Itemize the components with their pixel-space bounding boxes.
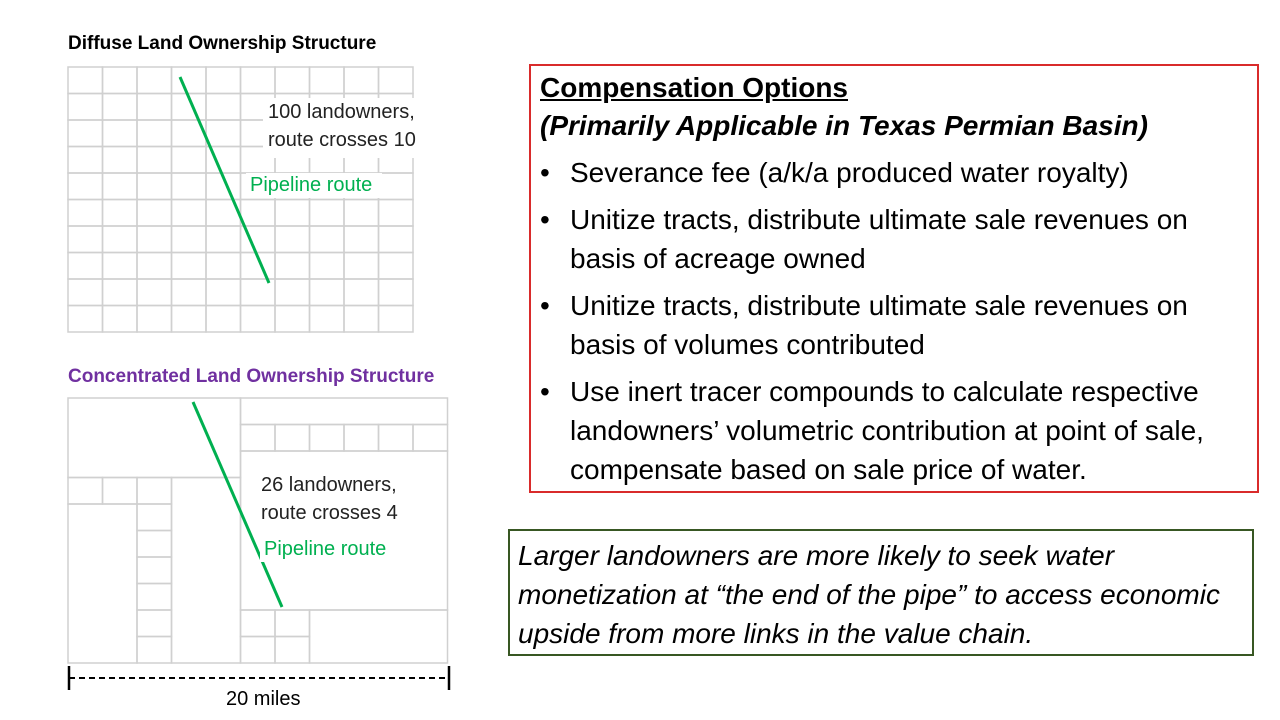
land-parcel [241, 610, 276, 637]
land-parcel [344, 226, 379, 253]
land-parcel [103, 226, 138, 253]
land-parcel [275, 610, 310, 637]
bullet-icon: • [540, 376, 550, 407]
land-parcel [137, 504, 172, 531]
diffuse-map-title: Diffuse Land Ownership Structure [68, 33, 377, 54]
land-parcel [344, 425, 379, 452]
land-parcel [103, 173, 138, 200]
compensation-title: Compensation Options [540, 72, 848, 103]
land-parcel [275, 425, 310, 452]
compensation-item-text: Unitize tracts, distribute ultimate sale revenues on basis of volumes contributed [570, 290, 1188, 360]
land-parcel [68, 253, 103, 280]
land-parcel [206, 94, 241, 121]
diffuse-landowners-count: 100 landowners, [268, 101, 415, 123]
land-parcel [137, 279, 172, 306]
land-parcel [103, 120, 138, 147]
scale-bar [69, 666, 449, 690]
land-parcel [103, 200, 138, 227]
diffuse-route-label: Pipeline route [246, 173, 382, 198]
bullet-icon: • [540, 290, 550, 321]
land-parcel [172, 147, 207, 174]
land-parcel [241, 398, 448, 425]
land-parcel [68, 67, 103, 94]
land-parcel [206, 67, 241, 94]
concentrated-landowners-count: 26 landowners, [261, 474, 397, 496]
land-parcel [172, 200, 207, 227]
bullet-icon: • [540, 157, 550, 188]
land-parcel [137, 226, 172, 253]
land-parcel [344, 200, 379, 227]
land-parcel [344, 253, 379, 280]
land-parcel [68, 504, 137, 663]
land-parcel [206, 120, 241, 147]
land-parcel [310, 610, 448, 663]
land-parcel [275, 637, 310, 664]
land-parcel [344, 279, 379, 306]
diffuse-route-crossings: route crosses 10 [268, 129, 416, 151]
land-parcel [103, 147, 138, 174]
land-parcel [137, 67, 172, 94]
land-parcel [379, 253, 414, 280]
land-parcel [172, 478, 241, 664]
land-parcel [137, 637, 172, 664]
compensation-item [540, 153, 1252, 192]
land-parcel [379, 425, 414, 452]
land-parcel [68, 200, 103, 227]
land-parcel [275, 226, 310, 253]
concentrated-route-crossings: route crosses 4 [261, 502, 398, 524]
land-parcel [310, 425, 345, 452]
land-parcel [275, 253, 310, 280]
land-parcel [310, 253, 345, 280]
land-parcel [103, 67, 138, 94]
diffuse-landowners-label [263, 98, 422, 158]
land-parcel [275, 279, 310, 306]
land-parcel [206, 253, 241, 280]
land-parcel [137, 557, 172, 584]
land-parcel [137, 200, 172, 227]
land-parcel [172, 226, 207, 253]
land-parcel [310, 306, 345, 333]
land-parcel [241, 200, 276, 227]
land-parcel [68, 173, 103, 200]
land-parcel [310, 226, 345, 253]
land-parcel [275, 306, 310, 333]
land-parcel [275, 67, 310, 94]
land-parcel [344, 67, 379, 94]
land-parcel [241, 637, 276, 664]
land-parcel [379, 200, 414, 227]
land-parcel [137, 610, 172, 637]
land-parcel [413, 425, 448, 452]
land-parcel [206, 226, 241, 253]
land-parcel [68, 94, 103, 121]
concentrated-map-title: Concentrated Land Ownership Structure [68, 366, 435, 387]
scale-label: 20 miles [226, 688, 301, 710]
land-parcel [310, 200, 345, 227]
land-parcel [68, 147, 103, 174]
compensation-item [540, 372, 1252, 489]
land-parcel [379, 226, 414, 253]
land-parcel [137, 253, 172, 280]
compensation-list [540, 153, 1252, 497]
land-parcel [379, 279, 414, 306]
land-parcel [68, 120, 103, 147]
land-parcel [172, 253, 207, 280]
land-parcel [137, 584, 172, 611]
land-parcel [137, 478, 172, 505]
land-parcel [68, 306, 103, 333]
land-parcel [241, 425, 276, 452]
land-parcel [172, 67, 207, 94]
compensation-item-text: Unitize tracts, distribute ultimate sale revenues on basis of acreage owned [570, 204, 1188, 274]
land-parcel [344, 306, 379, 333]
land-parcel [241, 67, 276, 94]
land-parcel [172, 279, 207, 306]
land-parcel [137, 306, 172, 333]
land-parcel [206, 279, 241, 306]
land-parcel [137, 173, 172, 200]
note-text: Larger landowners are more likely to seek water monetization at “the end of the pipe” to access economic upside from more links in the value chain. [518, 540, 1220, 649]
land-parcel [206, 306, 241, 333]
land-parcel [310, 279, 345, 306]
land-parcel [68, 279, 103, 306]
land-parcel [103, 94, 138, 121]
land-parcel [103, 253, 138, 280]
land-parcel [172, 173, 207, 200]
compensation-item [540, 200, 1252, 278]
land-parcel [103, 279, 138, 306]
bullet-icon: • [540, 204, 550, 235]
land-parcel [103, 478, 138, 505]
land-parcel [379, 173, 414, 200]
compensation-item [540, 286, 1252, 364]
land-parcel [241, 279, 276, 306]
compensation-item-text: Use inert tracer compounds to calculate respective landowners’ volumetric contribution at point of sale, compensate based on sale price of water. [570, 376, 1204, 485]
land-parcel [275, 200, 310, 227]
land-parcel [68, 478, 103, 505]
land-parcel [310, 67, 345, 94]
land-parcel [172, 306, 207, 333]
land-parcel [103, 306, 138, 333]
concentrated-route-label: Pipeline route [260, 537, 390, 562]
concentrated-landowners-label [256, 471, 404, 531]
compensation-item-text: Severance fee (a/k/a produced water royalty) [570, 157, 1129, 188]
land-parcel [68, 226, 103, 253]
land-parcel [137, 120, 172, 147]
land-parcel [68, 398, 241, 478]
land-parcel [241, 306, 276, 333]
land-parcel [379, 306, 414, 333]
land-parcel [379, 67, 414, 94]
compensation-subtitle: (Primarily Applicable in Texas Permian Basin) [540, 110, 1148, 141]
land-parcel [137, 531, 172, 558]
land-parcel [137, 94, 172, 121]
land-parcel [137, 147, 172, 174]
